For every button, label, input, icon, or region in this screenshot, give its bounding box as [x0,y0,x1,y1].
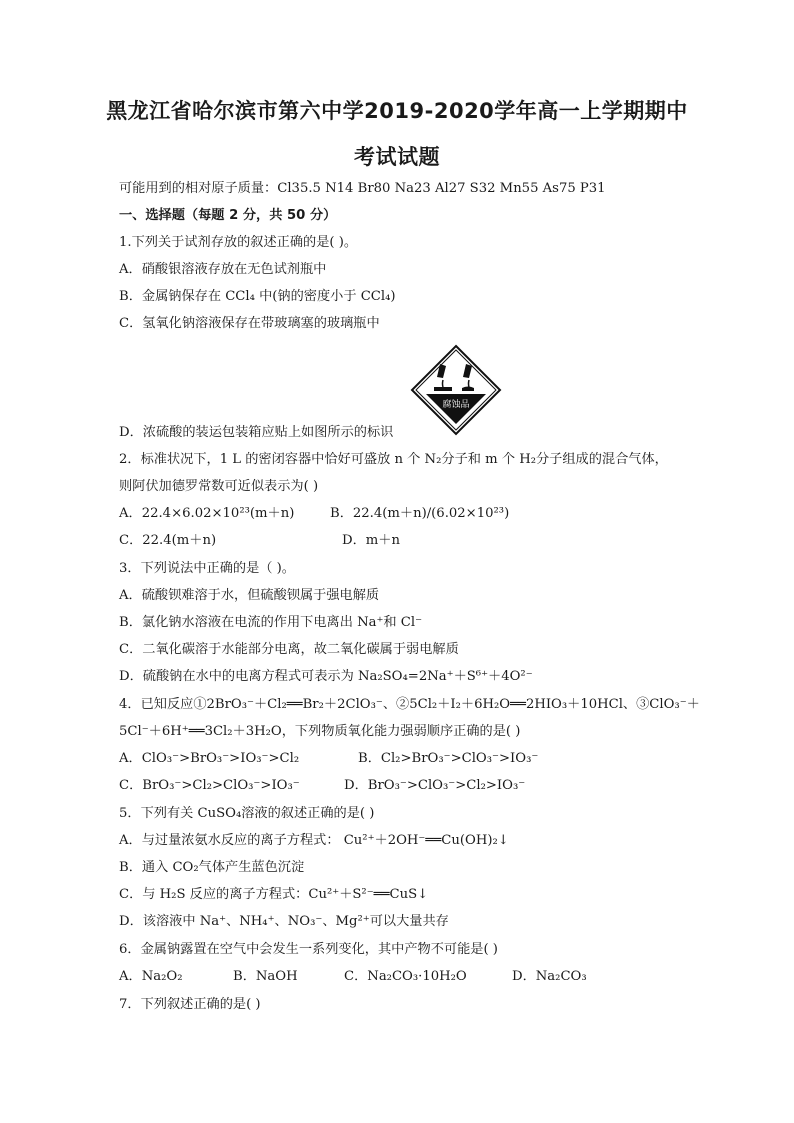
q5-option-d: D．该溶液中 Na⁺、NH₄⁺、NO₃⁻、Mg²⁺可以大量共存 [119,914,449,929]
q6-option-a: A．Na₂O₂ [119,969,183,984]
q1-option-d: D．浓硫酸的装运包装箱应贴上如图所示的标识 [119,425,394,440]
q1-stem: 1.下列关于试剂存放的叙述正确的是( )。 [119,235,358,250]
q6-option-c: C．Na₂CO₃·10H₂O [344,969,467,984]
corrosive-hazard-sign-icon [410,344,502,436]
q1-option-a: A．硝酸银溶液存放在无色试剂瓶中 [119,262,327,277]
q6-option-b: B．NaOH [233,969,298,984]
q4-option-b: B．Cl₂>BrO₃⁻>ClO₃⁻>IO₃⁻ [358,751,539,766]
q4-option-d: D．BrO₃⁻>ClO₃⁻>Cl₂>IO₃⁻ [344,778,526,793]
q2-option-b: B．22.4(m＋n)/(6.02×10²³) [330,506,510,521]
q7-stem: 7．下列叙述正确的是( ) [119,997,261,1012]
q5-option-c: C．与 H₂S 反应的离子方程式：Cu²⁺＋S²⁻══CuS↓ [119,887,429,902]
q4-stem-line1: 4．已知反应①2BrO₃⁻＋Cl₂══Br₂＋2ClO₃⁻、②5Cl₂＋I₂＋6H₂O══2HIO₃＋10HCl、③ClO₃⁻＋ [119,697,700,712]
q2-option-c: C．22.4(m＋n) [119,533,217,548]
q2-stem-line2: 则阿伏加德罗常数可近似表示为( ) [119,479,319,494]
exam-title-line2: 考试试题 [354,145,440,169]
exam-title-line1: 黑龙江省哈尔滨市第六中学2019-2020学年高一上学期期中 [106,99,688,123]
q5-stem: 5．下列有关 CuSO₄溶液的叙述正确的是( ) [119,806,375,821]
q2-stem-line1: 2．标准状况下，1 L 的密闭容器中恰好可盛放 n 个 N₂分子和 m 个 H₂分子组成的混合气体， [119,452,668,467]
q5-option-a: A．与过量浓氨水反应的离子方程式： Cu²⁺＋2OH⁻══Cu(OH)₂↓ [119,833,509,848]
q2-option-d: D．m＋n [342,533,400,548]
q3-option-d: D．硫酸钠在水中的电离方程式可表示为 Na₂SO₄=2Na⁺＋S⁶⁺＋4O²⁻ [119,669,533,684]
q4-stem-line2: 5Cl⁻＋6H⁺══3Cl₂＋3H₂O，下列物质氧化能力强弱顺序正确的是( ) [119,724,521,739]
q1-option-c: C．氢氧化钠溶液保存在带玻璃塞的玻璃瓶中 [119,316,380,331]
q4-option-a: A．ClO₃⁻>BrO₃⁻>IO₃⁻>Cl₂ [119,751,300,766]
q2-option-a: A．22.4×6.02×10²³(m＋n) [119,506,295,521]
q5-option-b: B．通入 CO₂气体产生蓝色沉淀 [119,860,305,875]
q4-option-c: C．BrO₃⁻>Cl₂>ClO₃⁻>IO₃⁻ [119,778,300,793]
q3-option-b: B．氯化钠水溶液在电流的作用下电离出 Na⁺和 Cl⁻ [119,615,423,630]
q6-stem: 6．金属钠露置在空气中会发生一系列变化，其中产物不可能是( ) [119,942,498,957]
section-heading: 一、选择题（每题 2 分，共 50 分） [119,208,337,223]
q1-option-b: B．金属钠保存在 CCl₄ 中(钠的密度小于 CCl₄) [119,289,396,304]
q3-option-a: A．硫酸钡难溶于水，但硫酸钡属于强电解质 [119,588,380,603]
q6-option-d: D．Na₂CO₃ [512,969,587,984]
sign-label: 腐蚀品 [442,400,470,410]
q3-option-c: C．二氧化碳溶于水能部分电离，故二氧化碳属于弱电解质 [119,642,459,657]
q3-stem: 3．下列说法中正确的是（ )。 [119,561,295,576]
atomic-masses: 可能用到的相对原子质量：Cl35.5 N14 Br80 Na23 Al27 S32 Mn55 As75 P31 [119,181,606,196]
